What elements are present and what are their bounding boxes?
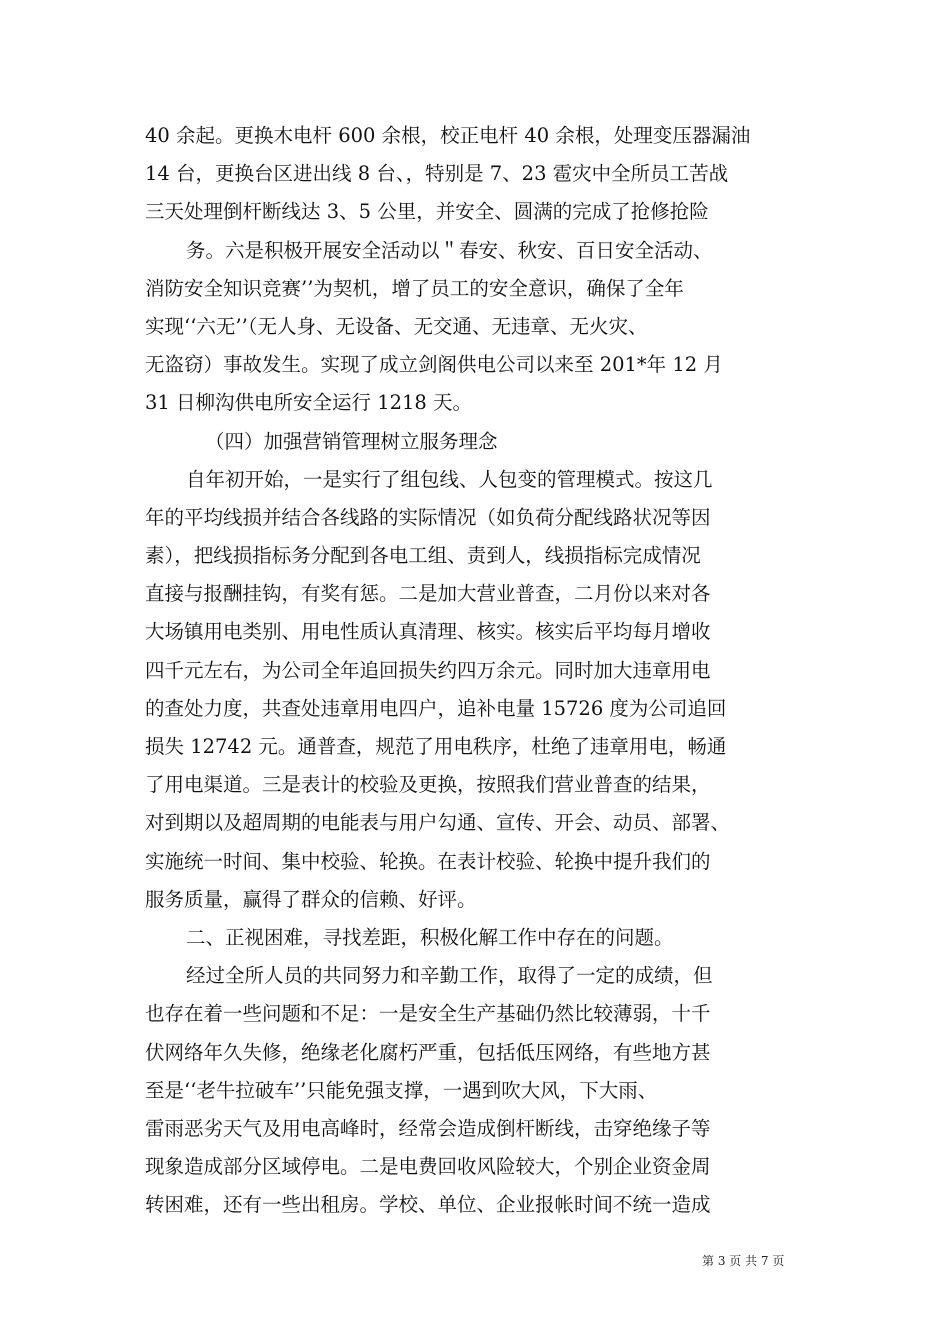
text-line: 务。六是积极开展安全活动以＂春安、秋安、百日安全活动、 [186, 238, 713, 262]
text-line: 自年初开始，一是实行了组包线、人包变的管理模式。按这几 [186, 467, 713, 491]
text-line: 实施统一时间、集中校验、轮换。在表计校验、轮换中提升我们的 [145, 849, 711, 873]
section-heading: （四）加强营销管理树立服务理念 [205, 429, 498, 453]
text-line: 的查处力度，共查处违章用电四户，追补电量 15726 度为公司追回 [145, 696, 727, 720]
section-heading: 二、正视困难，寻找差距，积极化解工作中存在的问题。 [186, 925, 674, 949]
text-line: 至是‘‘老牛拉破车’’只能免强支撑，一遇到吹大风，下大雨、 [145, 1078, 658, 1102]
text-line: 雷雨恶劣天气及用电高峰时，经常会造成倒杆断线，击穿绝缘子等 [145, 1116, 711, 1140]
text-line: 素），把线损指标务分配到各电工组、责到人，线损指标完成情况 [145, 544, 701, 568]
text-line: 大场镇用电类别、用电性质认真清理、核实。核实后平均每月增收 [145, 620, 711, 644]
text-line: 直接与报酬挂钩，有奖有惩。二是加大营业普查，二月份以来对各 [145, 582, 711, 606]
text-line: 服务质量，赢得了群众的信赖、好评。 [145, 887, 477, 911]
document-body [145, 117, 815, 1224]
text-line: 无盗窃）事故发生。实现了成立剑阁供电公司以来至 201*年 12 月 [145, 353, 723, 377]
page-number: 第 3 页 共 7 页 [702, 1254, 785, 1268]
text-line: 对到期以及超周期的电能表与用户勾通、宣传、开会、动员、部署、 [145, 811, 731, 835]
text-line: 了用电渠道。三是表计的校验及更换，按照我们营业普查的结果， [145, 773, 711, 797]
text-line: 40 余起。更换木电杆 600 余根，校正电杆 40 余根，处理变压器漏油 [145, 124, 751, 147]
text-line: 14 台，更换台区进出线 8 台、，特别是 7、23 雹灾中全所员工苦战 [145, 162, 729, 186]
text-line: 经过全所人员的共同努力和辛勤工作，取得了一定的成绩，但 [186, 964, 713, 988]
text-line: 四千元左右，为公司全年追回损失约四万余元。同时加大违章用电 [145, 658, 711, 682]
text-line: 也存在着一些问题和不足：一是安全生产基础仍然比较薄弱，十千 [145, 1002, 711, 1026]
text-line: 实现‘‘六无’’（无人身、无设备、无交通、无违章、无火灾、 [145, 314, 648, 338]
text-line: 年的平均线损并结合各线路的实际情况（如负荷分配线路状况等因 [145, 505, 711, 529]
text-line: 31 日柳沟供电所安全运行 1218 天。 [145, 391, 473, 415]
text-line: 消防安全知识竞赛’’为契机，增了员工的安全意识，确保了全年 [145, 276, 684, 300]
text-line: 损失 12742 元。通普查，规范了用电秩序，杜绝了违章用电，畅通 [145, 735, 727, 758]
text-line: 转困难，还有一些出租房。学校、单位、企业报帐时间不统一造成 [145, 1193, 711, 1217]
text-line: 三天处理倒杆断线达 3、5 公里，并安全、圆满的完成了抢修抢险 [145, 200, 709, 224]
text-line: 伏网络年久失修，绝缘老化腐朽严重，包括低压网络，有些地方甚 [145, 1040, 711, 1064]
text-line: 现象造成部分区域停电。二是电费回收风险较大，个别企业资金周 [145, 1155, 711, 1179]
